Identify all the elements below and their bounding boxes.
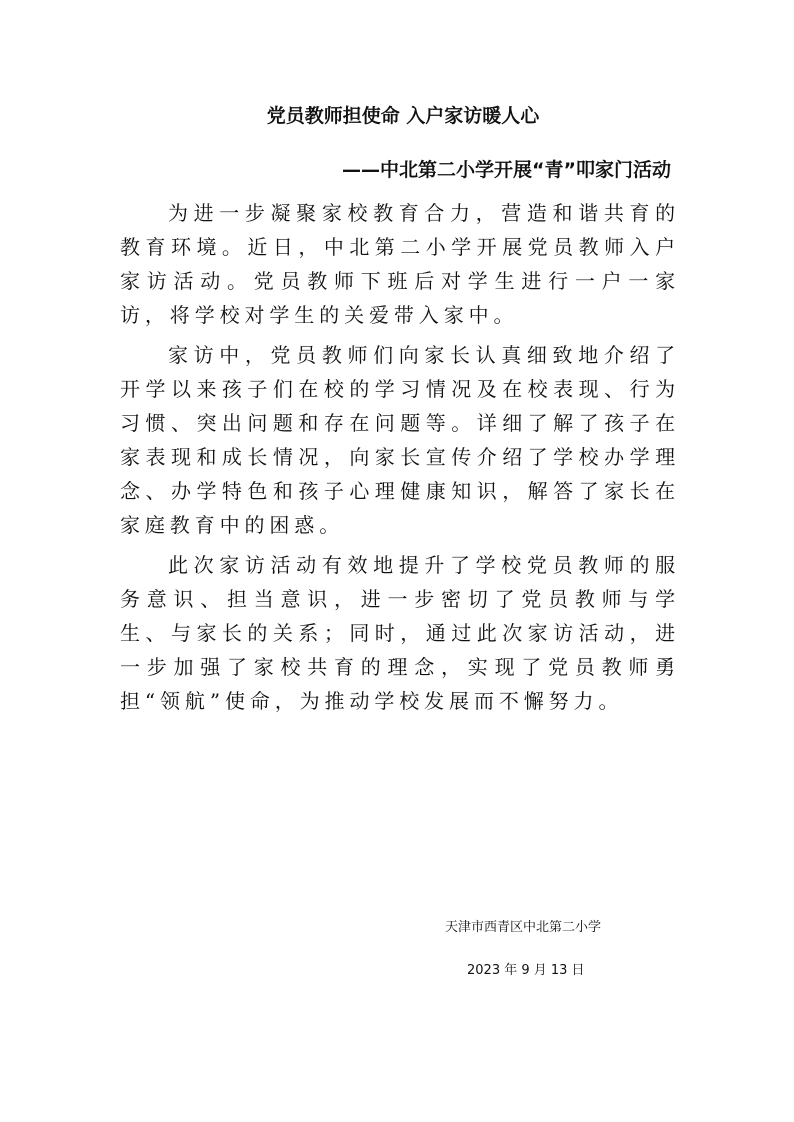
paragraph-2: 家访中，党员教师们向家长认真细致地介绍了开学以来孩子们在校的学习情况及在校表现、行为习惯、突出问题和存在问题等。详细了解了孩子在家表现和成长情况，向家长宣传介绍了学校办学理念、办学特色和孩子心理健康知识，解答了家长在家庭教育中的困惑。	[120, 343, 680, 537]
article-body	[120, 196, 680, 724]
article-title: 党员教师担使命 入户家访暖人心	[266, 105, 540, 127]
paragraph-3: 此次家访活动有效地提升了学校党员教师的服务意识、担当意识，进一步密切了党员教师与学生、与家长的关系；同时，通过此次家访活动，进一步加强了家校共育的理念，实现了党员教师勇担“领航”使命，为推动学校发展而不懈努力。	[120, 553, 680, 713]
signature-date: 2023 年 9 月 13 日	[467, 963, 585, 978]
article-subtitle: ——中北第二小学开展“青”叩家门活动	[342, 159, 671, 181]
signature-school: 天津市西青区中北第二小学	[445, 920, 602, 935]
paragraph-1: 为进一步凝聚家校教育合力，营造和谐共育的教育环境。近日，中北第二小学开展党员教师入户家访活动。党员教师下班后对学生进行一户一家访，将学校对学生的关爱带入家中。	[120, 201, 680, 327]
